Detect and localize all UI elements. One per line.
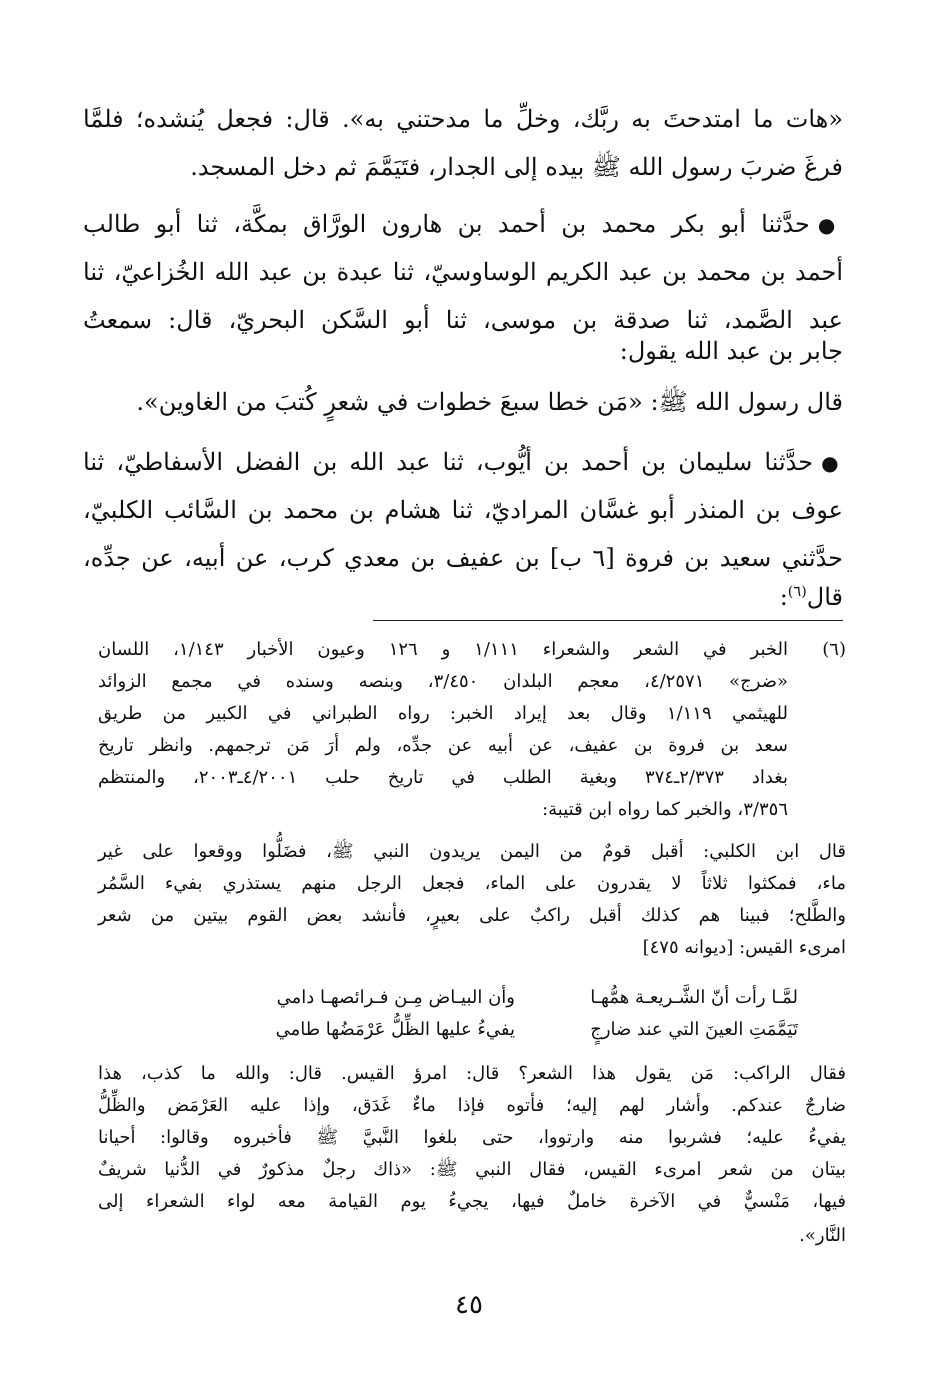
main-line-8-text: حدَّثنا سليمان بن أحمد بن أيُّوب، ثنا عبد الله بن الفضل الأسفاطيّ، ثنا: [83, 448, 814, 476]
main-line-7: قال رسول الله ﷺ: «مَن خطا سبعَ خطوات في شعرٍ كُتبَ من الغاوين».: [136, 388, 843, 416]
footnote-ref[interactable]: (٦): [787, 584, 807, 600]
main-line-5: عبد الصَّمد، ثنا صدقة بن موسى، ثنا أبو السَّكن البحريّ، قال: سمعتُ: [83, 306, 843, 334]
footnote-line-2: «ضرج» ٤/٢٥٧١، معجم البلدان ٣/٤٥٠، وبنصه وسنده في مجمع الزوائد: [98, 671, 788, 692]
footnote-line-6: ٣/٣٥٦، والخبر كما رواه ابن قتيبة:: [542, 799, 788, 820]
main-line-4: أحمد بن محمد بن عبد الكريم الوساوسيّ، ثنا عبدة بن عبد الله الخُزاعيّ، ثنا: [83, 258, 843, 286]
footnote-line-9: والطَّلح؛ فبينا هم كذلك أقبل راكبٌ على بعيرٍ، فأنشد بعض القوم بيتين من شعر: [98, 905, 846, 926]
poem-verse-2-first: تَيَمَّمَتِ العينَ التي عند ضارجٍ: [590, 1019, 798, 1040]
footnote-line-16: النَّار».: [799, 1225, 846, 1246]
poem-verse-2-second: يفيءُ عليها الظِّلُّ عَرْمَضُها طامي: [275, 1019, 515, 1040]
poem-verse-1-first: لمَّـا رأت أنّ الشَّـريعـة همُّهـا: [590, 987, 798, 1008]
footnote-line-8: ماء، فمكثوا ثلاثاً لا يقدرون على الماء، فجعل الرجل منهم يستذري بفيء السَّمُر: [98, 873, 846, 894]
footnote-line-10: امرىء القيس: [ديوانه ٤٧٥]: [642, 937, 846, 958]
main-line-3: [83, 200, 843, 249]
footnote-line-12: ضارجٌ عندكم. وأشار لهم إليه؛ فأتوه فإذا ماءٌ غَدَق، وإذا عليه العَرْمَض والظِّلُّ: [98, 1095, 846, 1116]
footnote-line-14: بيتان من شعر امرىء القيس، فقال النبي ﷺ: «ذاك رجلٌ مذكورٌ في الدُّنيا شريفٌ: [98, 1159, 846, 1180]
footnote-separator: [373, 620, 843, 621]
footnote-line-7: قال ابن الكلبي: أقبل قومٌ من اليمن يريدون النبي ﷺ، فضَلُّوا ووقعوا على غير: [98, 841, 846, 862]
main-line-9: عوف بن المنذر أبو غسَّان المراديّ، ثنا هشام بن محمد بن السَّائب الكلبيّ،: [83, 496, 843, 524]
footnote-line-13: يفيءُ عليه؛ فشربوا منه وارتووا، حتى بلغوا النَّبيَّ ﷺ فأخبروه وقالوا: أحيانا: [98, 1127, 846, 1148]
page-number: ٤٥: [455, 1290, 483, 1320]
main-line-11-text: قال: [806, 583, 843, 611]
poem-verse-1-second: وأن البيـاض مِـن فـرائصهـا دامي: [276, 987, 515, 1008]
footnote-line-4: سعد بن فروة بن عفيف، عن أبيه عن جدِّه، ولم أرَ مَن ترجمهم. وانظر تاريخ: [98, 735, 788, 756]
main-line-2: فرغَ ضربَ رسول الله ﷺ بيده إلى الجدار، فتَيَمَّمَ ثم دخل المسجد.: [190, 153, 843, 181]
footnote-line-1: الخبر في الشعر والشعراء ١/١١١ و ١٢٦ وعيون الأخبار ١/١٤٣، اللسان: [98, 639, 788, 660]
main-line-6: جابر بن عبد الله يقول:: [619, 337, 843, 365]
footnote-line-3: للهيثمي ١/١١٩ وقال بعد إيراد الخبر: رواه الطبراني في الكبير من طريق: [98, 703, 789, 724]
footnote-line-5: بغداد ٢/٣٧٣ـ٣٧٤ وبغية الطلب في تاريخ حلب ٤/٢٠٠١ـ٢٠٠٣، والمنتظم: [98, 767, 788, 788]
footnote-line-11: فقال الراكب: مَن يقول هذا الشعر؟ قال: امرؤ القيس. قال: والله ما كذب، هذا: [98, 1063, 846, 1084]
main-line-11: [83, 568, 843, 621]
footnote-line-15: فيها، مَنْسيٌّ في الآخرة خاملٌ فيها، يجيءُ يوم القيامة معه لواء الشعراء إلى: [98, 1191, 846, 1212]
main-line-1: «هات ما امتدحتَ به ربَّك، وخلِّ ما مدحتني به». قال: فجعل يُنشده؛ فلمَّا: [83, 105, 843, 133]
main-line-11-colon: :: [779, 583, 788, 611]
main-line-8: [83, 438, 843, 487]
bullet-icon: ●: [821, 451, 843, 475]
bullet-icon: ●: [817, 213, 844, 237]
main-line-10: حدَّثني سعيد بن فروة [٦ ب] بن عفيف بن معدي كرب، عن أبيه، عن جدِّه،: [83, 544, 844, 572]
main-line-3-text: حدَّثنا أبو بكر محمد بن أحمد بن هارون الورَّاق بمكَّة، ثنا أبو طالب: [83, 210, 810, 238]
footnote-number: (٦): [822, 639, 846, 660]
